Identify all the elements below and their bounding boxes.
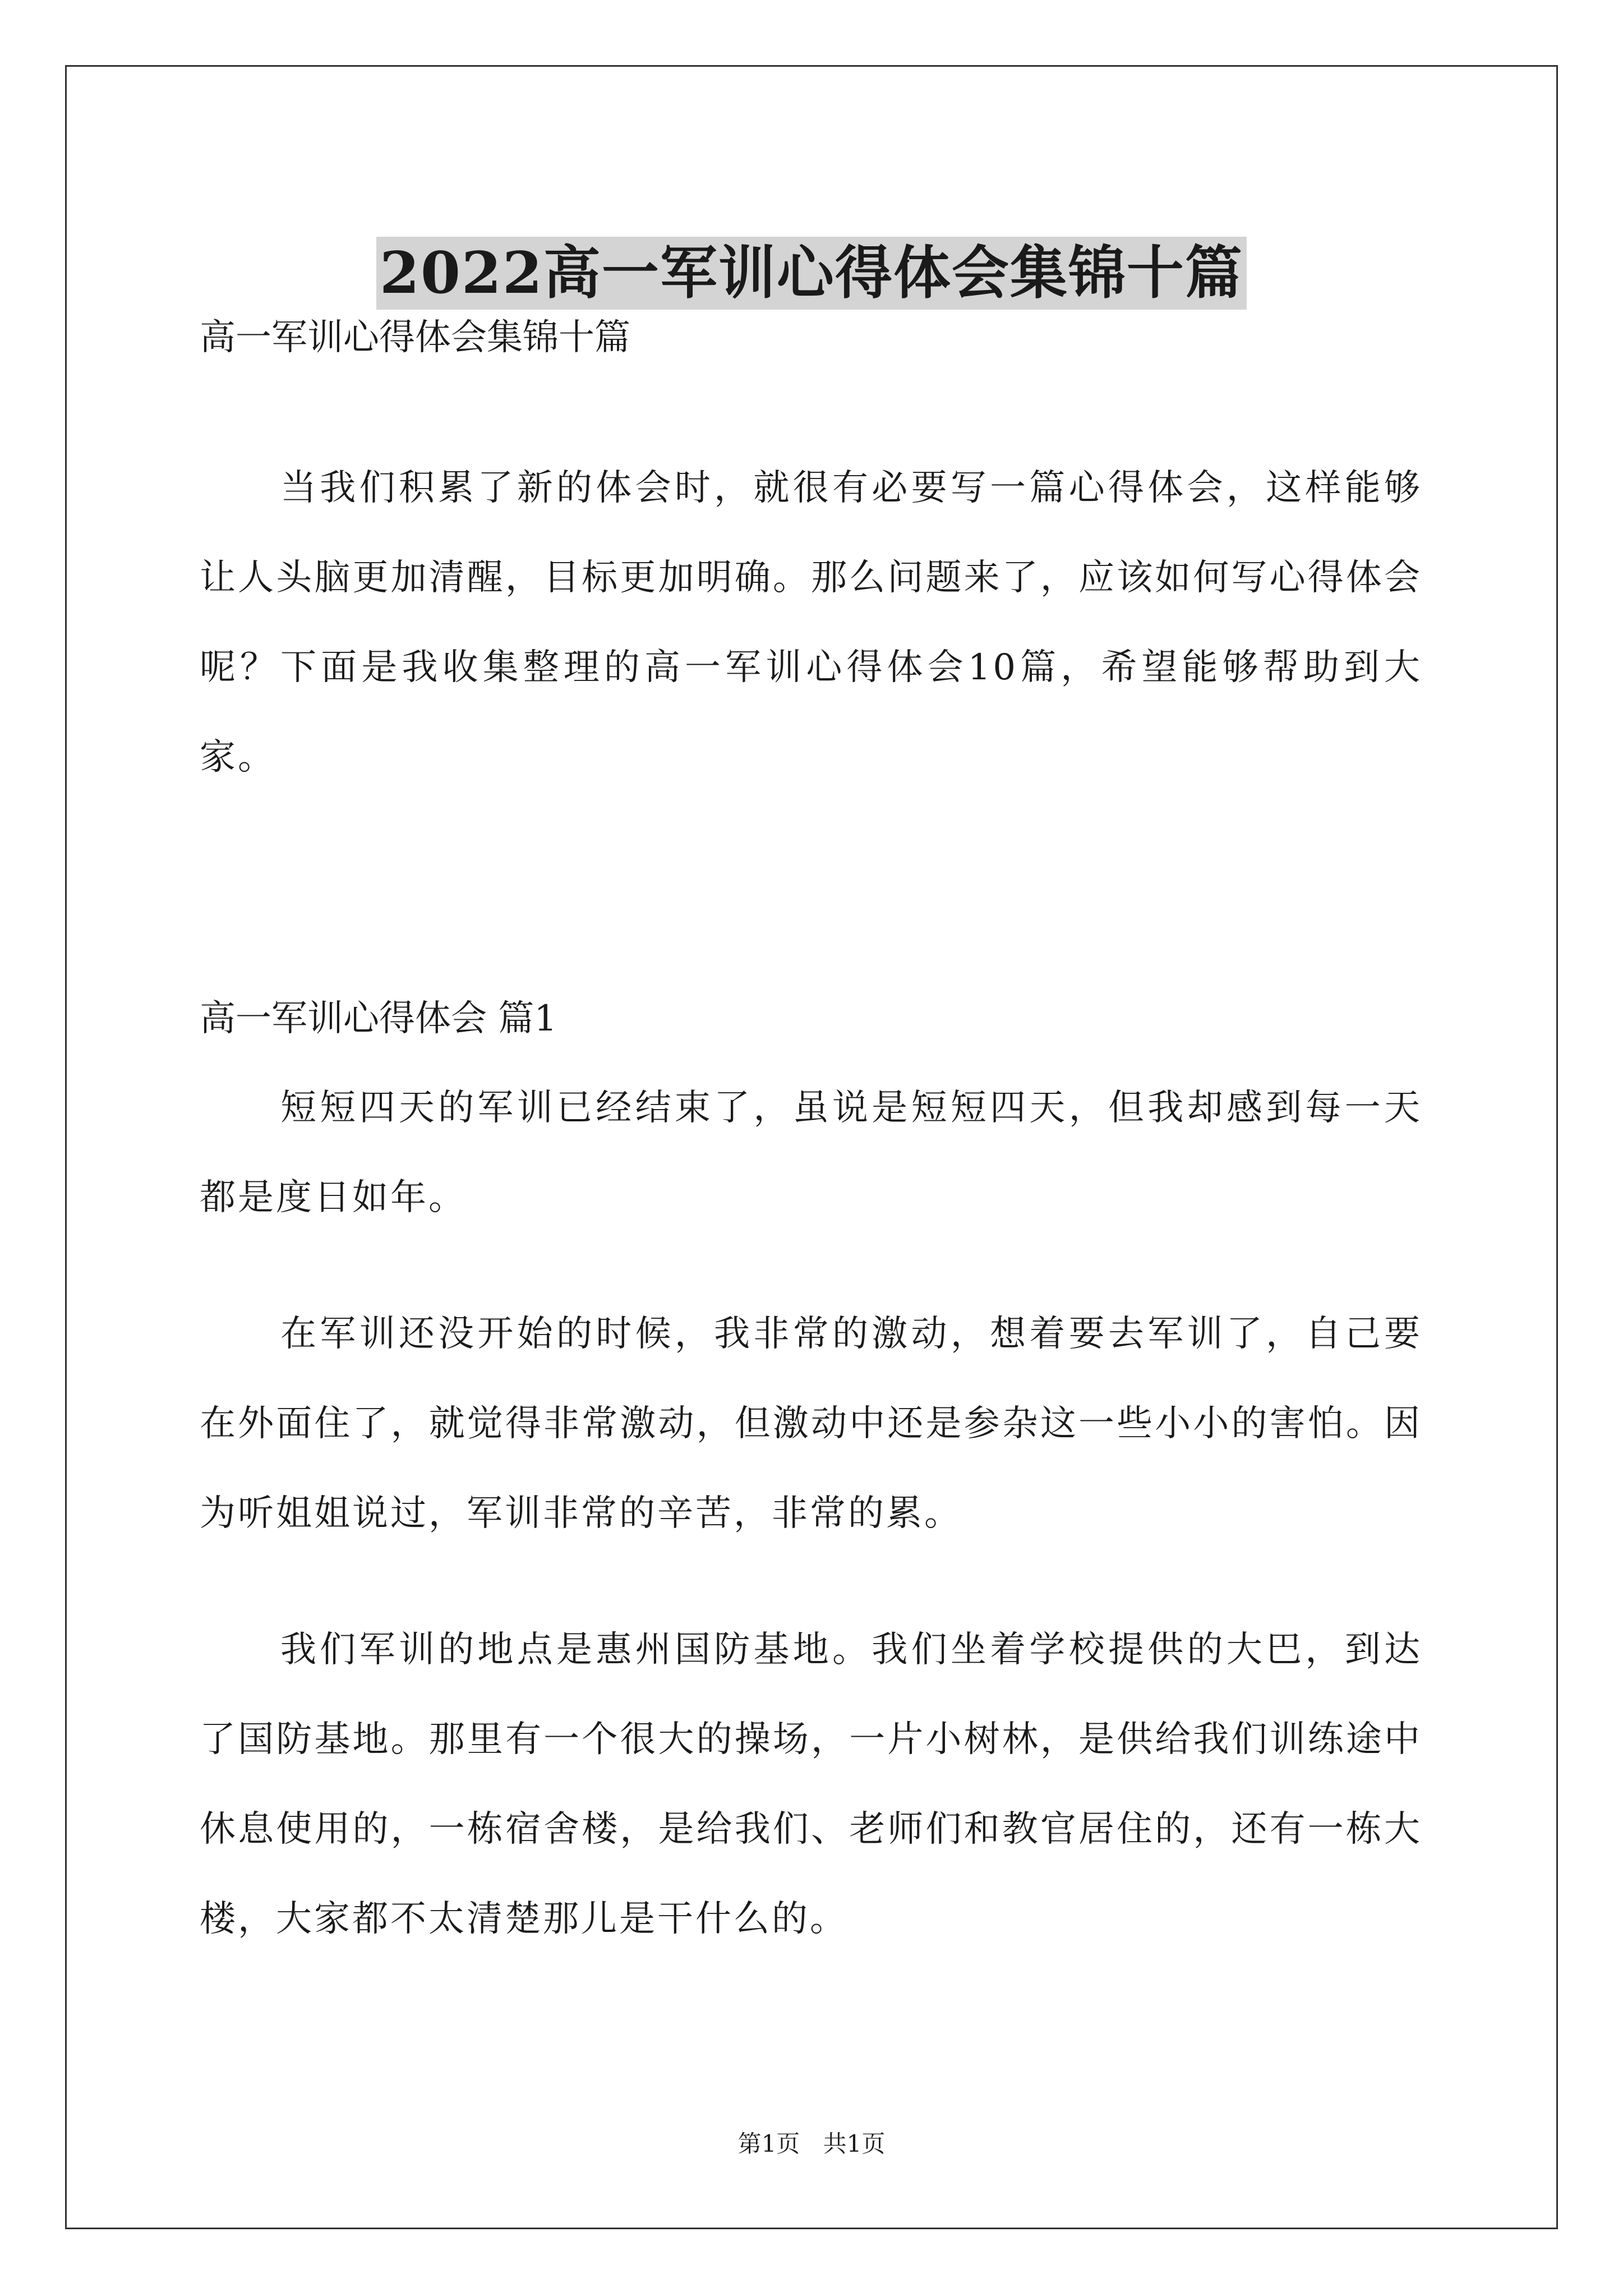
document-subtitle: 高一军训心得体会集锦十篇 <box>200 317 630 358</box>
document-title: 2022高一军训心得体会集锦十篇 <box>376 237 1247 310</box>
paragraph-1: 短短四天的军训已经结束了，虽说是短短四天，但我却感到每一天都是度日如年。 <box>200 1087 1422 1218</box>
page-total: 共1页 <box>823 2130 886 2157</box>
paragraph-2: 在军训还没开始的时候，我非常的激动，想着要去军训了，自己要在外面住了，就觉得非常激动，但激动中还是参杂这一些小小的害怕。因为听姐姐说过，军训非常的辛苦，非常的累。 <box>200 1313 1422 1534</box>
page-footer <box>0 2128 1623 2160</box>
page-number: 第1页 <box>737 2130 800 2157</box>
intro-paragraph: 当我们积累了新的体会时，就很有必要写一篇心得体会，这样能够让人头脑更加清醒，目标更加明确。那么问题来了，应该如何写心得体会呢？下面是我收集整理的高一军训心得体会10篇，希望能够帮助到大家。 <box>200 467 1422 778</box>
paragraph-3: 我们军训的地点是惠州国防基地。我们坐着学校提供的大巴，到达了国防基地。那里有一个很大的操场，一片小树林，是供给我们训练途中休息使用的，一栋宿舍楼，是给我们、老师们和教官居住的，还有一栋大楼，大家都不太清楚那儿是干什么的。 <box>200 1629 1422 1940</box>
section-heading-1: 高一军训心得体会 篇1 <box>200 998 557 1039</box>
